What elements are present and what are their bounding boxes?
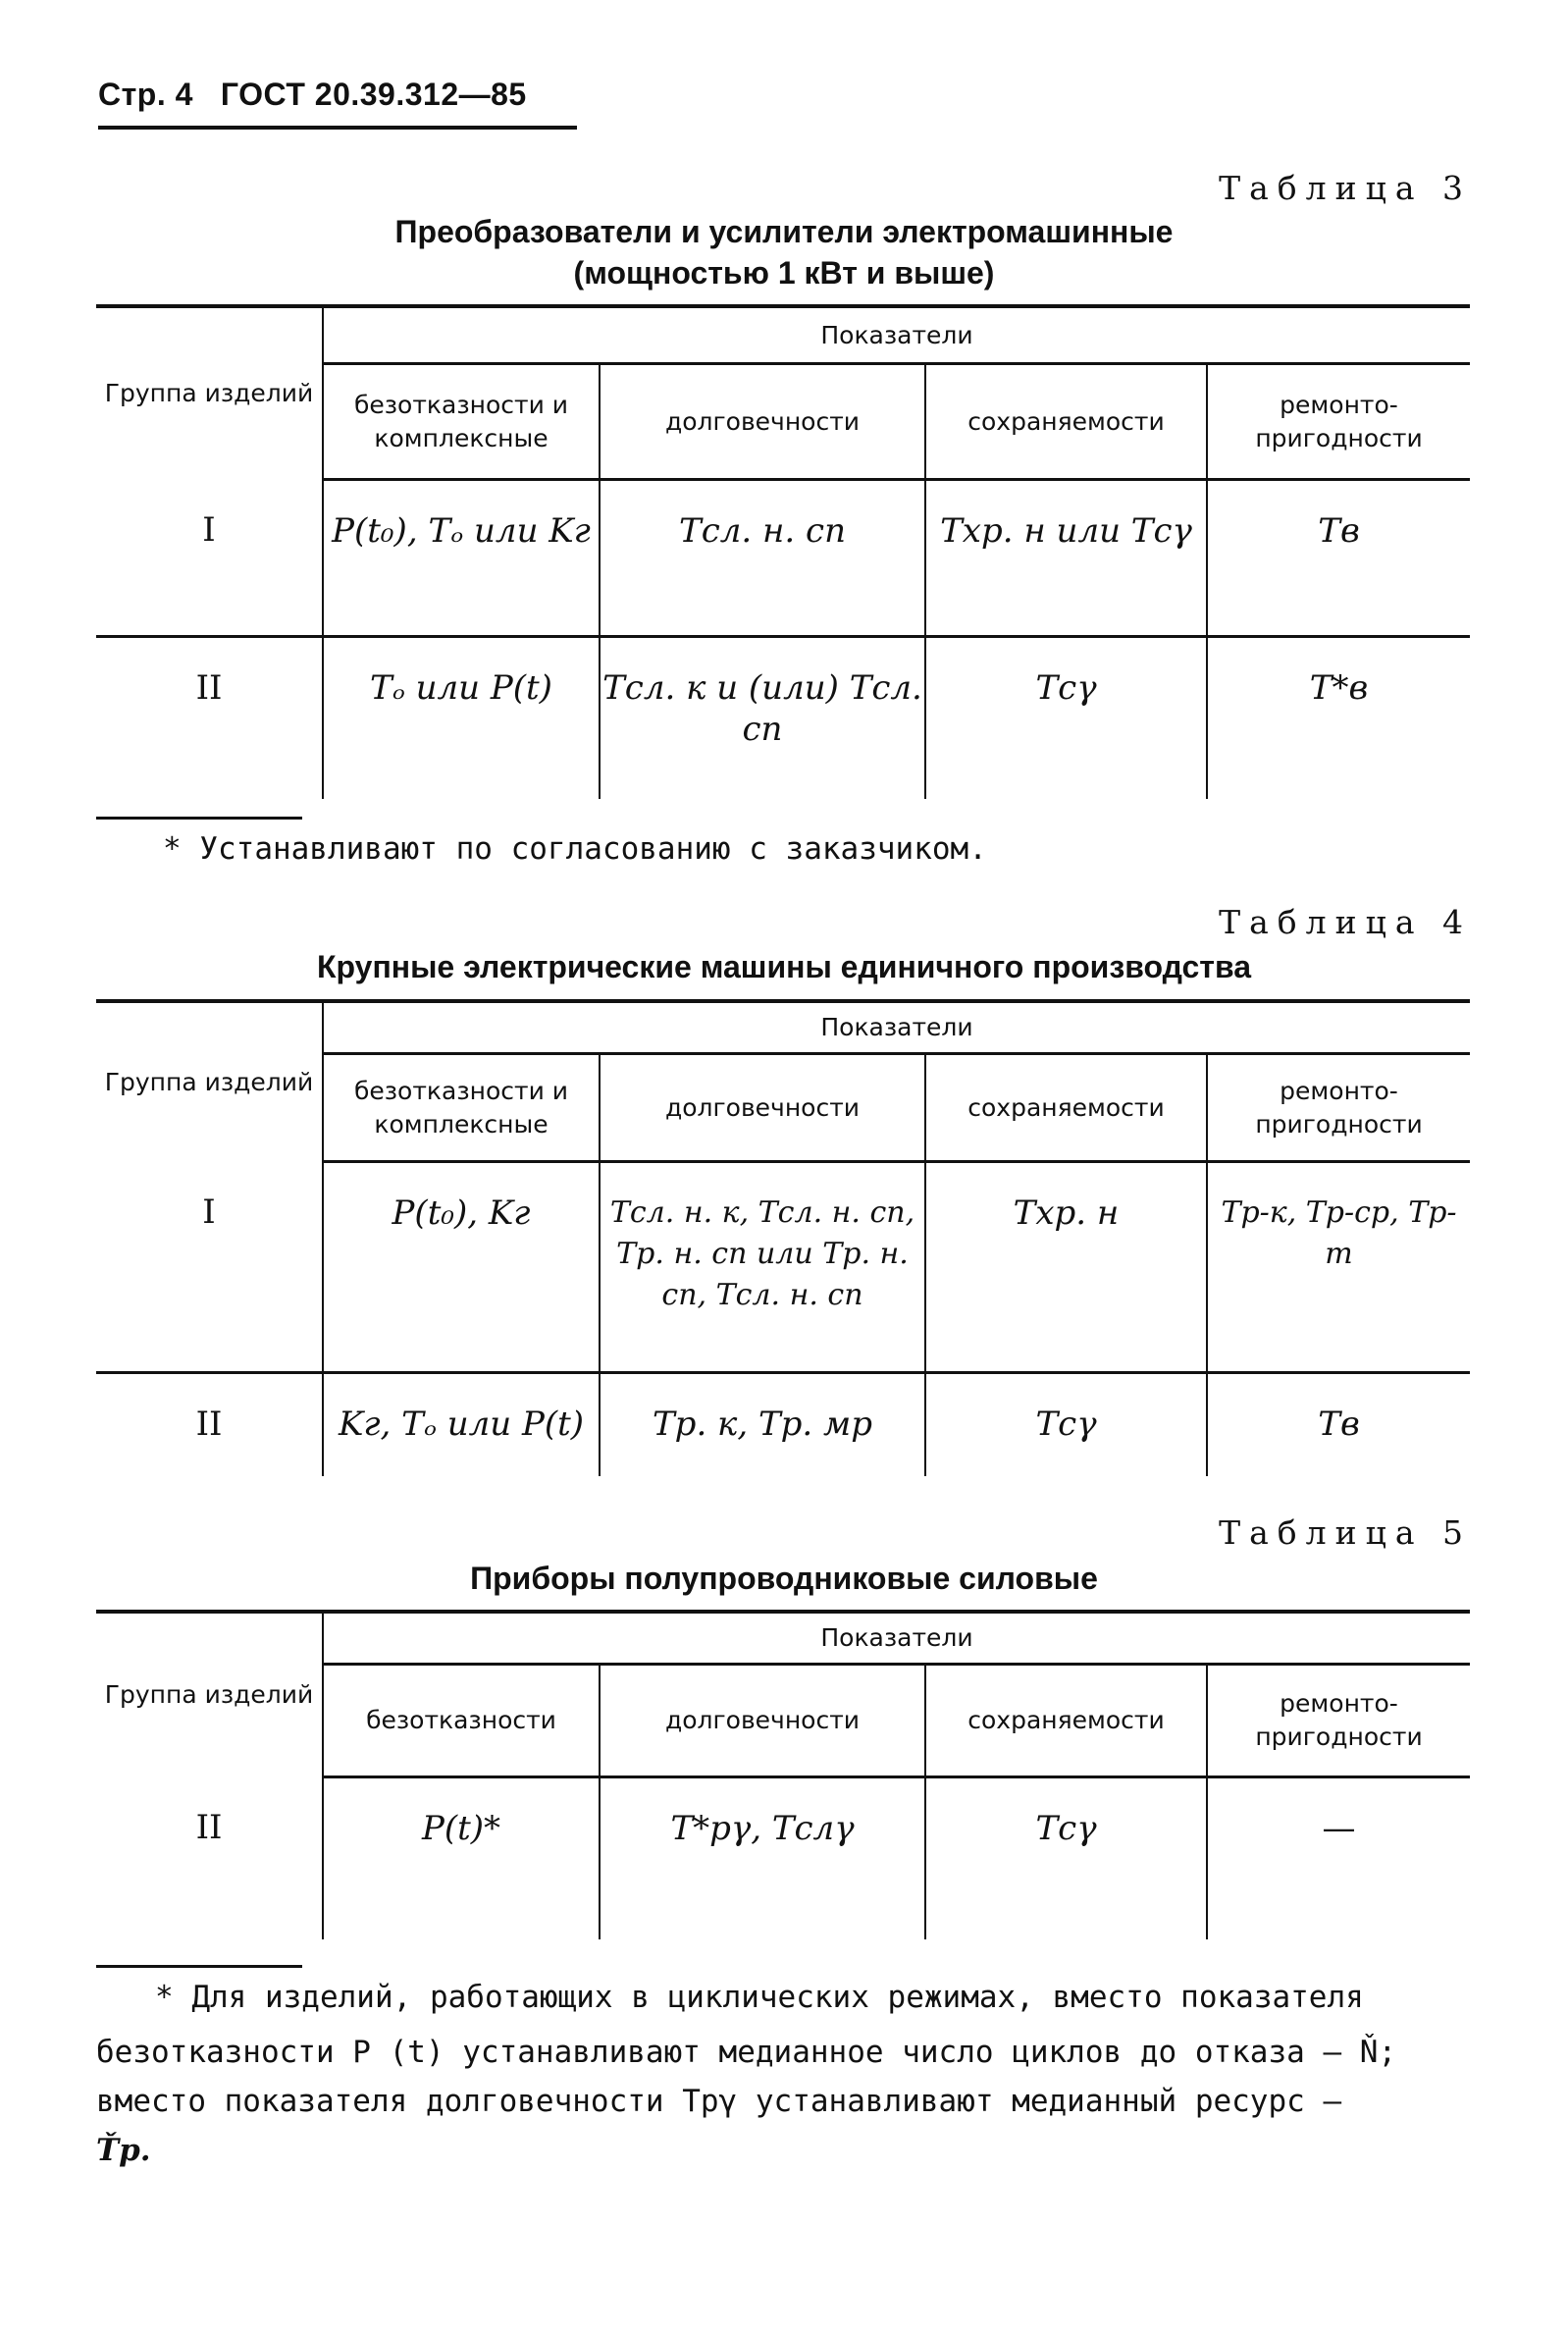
table3-row2-cell4: T*в [1309, 668, 1369, 708]
table4-col-durability: долговечности [600, 1054, 925, 1162]
table4-indicators-header: Показатели [323, 1001, 1470, 1054]
table4-row1-cell3: Tхр. н [925, 1162, 1207, 1373]
table4-row1-cell2: Tсл. н. к, Tсл. н. сп, Tр. н. сп или Tр. н. сп, Tсл. н. сп [600, 1162, 925, 1373]
table4-group-header: Группа изделий [96, 1001, 323, 1162]
table3-row2-cell3: Tсγ [925, 637, 1207, 799]
table4-col-storability: сохраняемости [925, 1054, 1207, 1162]
table5-row1-cell4: — [1322, 1809, 1356, 1848]
footnote-line-3: вместо показателя долговечности Tрγ устанавливают медианный ресурс — [96, 2084, 1342, 2119]
table4-row1-cell1: P(t₀), Kг [323, 1162, 600, 1373]
table3-title-line1: Преобразователи и усилители электромашинные [394, 214, 1174, 249]
table3-row1-cell1: P(t₀), Tₒ или Kг [323, 480, 600, 637]
table3-number: Таблица 3 [1219, 169, 1472, 207]
table5-footnote [96, 1973, 1470, 2175]
table4-title: Крупные электрические машины единичного производства [316, 949, 1252, 984]
table4-row2-cell2: Tр. к, Tр. мр [600, 1373, 925, 1476]
table3-col-durability: долговечности [600, 364, 925, 480]
header-rule [98, 126, 577, 130]
table5-indicators-header: Показатели [323, 1612, 1470, 1665]
table3 [96, 304, 1470, 799]
standard-number: ГОСТ 20.39.312—85 [220, 77, 527, 112]
table4-row1-group: I [96, 1162, 323, 1373]
table3-indicators-header: Показатели [323, 306, 1470, 364]
table5-row1-group: II [96, 1777, 323, 1939]
table4-row2-cell1: Kг, Tₒ или P(t) [323, 1373, 600, 1476]
table4-row2-cell3: Tсγ [925, 1373, 1207, 1476]
table5-col-reliability: безотказности [323, 1665, 600, 1777]
table3-row2-cell2: Tсл. к и (или) Tсл. сп [600, 637, 925, 799]
table5-row1-cell3: Tсγ [925, 1777, 1207, 1939]
footnote-line-1: * Для изделий, работающих в циклических режимах, вместо показателя [155, 1980, 1364, 2015]
table3-footnote-rule [96, 817, 302, 820]
table4 [96, 999, 1470, 1476]
table5-footnote-rule [96, 1965, 302, 1968]
table5-row1-cell1: P(t)* [323, 1777, 600, 1939]
table3-col-maintainability: ремонто-пригодности [1207, 364, 1470, 480]
table4-number: Таблица 4 [1219, 903, 1472, 941]
table5-col-durability: долговечности [600, 1665, 925, 1777]
table-row [96, 1373, 1470, 1476]
table3-group-header: Группа изделий [96, 306, 323, 480]
table-row [96, 1162, 1470, 1373]
table-row [96, 637, 1470, 799]
table5-title: Приборы полупроводниковые силовые [470, 1561, 1098, 1596]
table3-row2-cell1: Tₒ или P(t) [323, 637, 600, 799]
page-header [98, 77, 527, 113]
table3-title-line2: (мощностью 1 кВт и выше) [573, 255, 995, 291]
table5-group-header: Группа изделий [96, 1612, 323, 1777]
table-row [96, 480, 1470, 637]
table5 [96, 1610, 1470, 1939]
table3-row1-cell4: Tв [1207, 480, 1470, 637]
table3-col-storability: сохраняемости [925, 364, 1207, 480]
table4-row2-cell4: Tв [1318, 1404, 1360, 1444]
table3-row1-cell2: Tсл. н. сп [600, 480, 925, 637]
table5-col-storability: сохраняемости [925, 1665, 1207, 1777]
table5-row1-cell2: T*рγ, Tслγ [600, 1777, 925, 1939]
table4-row2-group: II [96, 1373, 323, 1476]
table3-footnote: * Устанавливают по согласованию с заказчиком. [163, 831, 987, 867]
table3-row1-cell3: Tхр. н или Tсγ [925, 480, 1207, 637]
page-number: Стр. 4 [98, 77, 193, 112]
footnote-line-4: Ťр. [96, 2133, 151, 2168]
table5-number: Таблица 5 [1219, 1513, 1472, 1552]
table3-col-reliability: безотказности и комплексные [323, 364, 600, 480]
footnote-line-2: безотказности P (t) устанавливают медианное число циклов до отказа — Ň; [96, 2035, 1397, 2070]
table4-col-maintainability: ремонто-пригодности [1207, 1054, 1470, 1162]
table-row [96, 1777, 1470, 1939]
table4-row1-cell4: Tр-к, Tр-ср, Tр-т [1207, 1162, 1470, 1373]
table4-col-reliability: безотказности и комплексные [323, 1054, 600, 1162]
table3-row1-group: I [96, 480, 323, 637]
table3-row2-group: II [96, 637, 323, 799]
table5-col-maintainability: ремонто-пригодности [1207, 1665, 1470, 1777]
